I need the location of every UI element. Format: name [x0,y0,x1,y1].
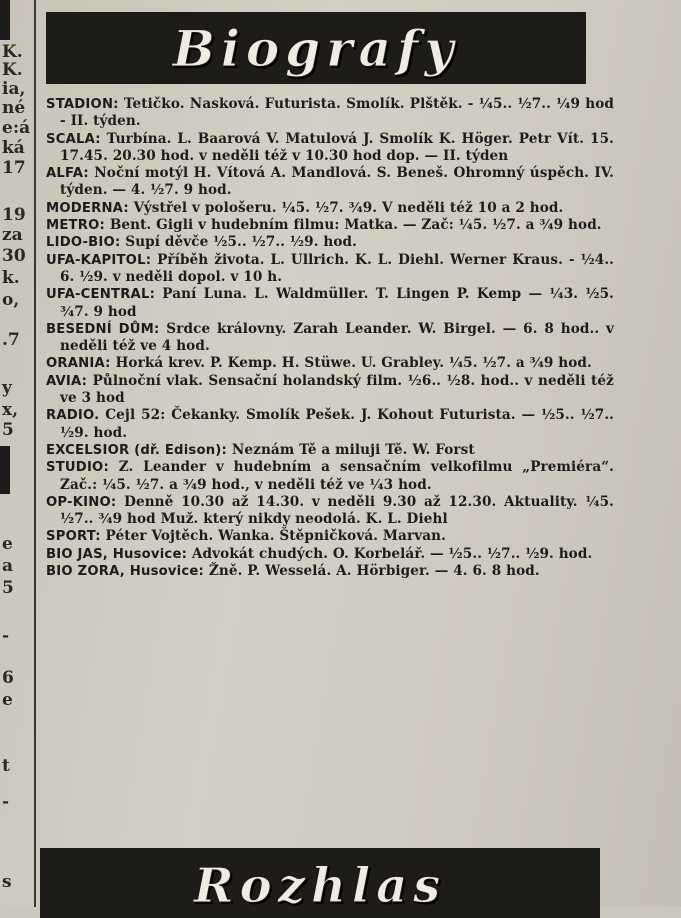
listing-text: Půlnoční vlak. Sensační holandský film. ½6.. ½8. hod.. v neděli též ve 3 hod [60,372,614,407]
listing-text: Tetičko. Nasková. Futurista. Smolík. Plštěk. - ¼5.. ½7.. ¼9 hod - II. týden. [60,96,614,130]
listing-entry [46,528,614,545]
listing-entry [46,355,614,372]
left-fragment: 6 [2,668,14,688]
section-header-banner [46,12,586,84]
listing-entry [46,442,614,459]
listing-text: Paní Luna. L. Waldmüller. T. Lingen P. Kemp — ¼3. ½5. ¾7. 9 hod [60,286,614,320]
listing-entry [46,459,614,494]
listing-text: Srdce královny. Zarah Leander. W. Birgel. — 6. 8 hod.. v neděli též ve 4 hod. [60,320,614,355]
left-fragment: t [2,756,10,776]
listing-entry [46,407,614,442]
cinema-name: RADIO. [46,408,100,424]
listing-entry [46,546,614,563]
listing-entry [46,321,614,356]
listing-entry [46,200,614,217]
cinema-name: BIO JAS, Husovice: [46,546,188,562]
left-fragment: s [2,872,12,892]
listing-text: Noční motýl H. Vítová A. Mandlová. S. Beneš. Ohromný úspěch. IV. týden. — 4. ½7. 9 hod. [60,165,614,199]
listing-text: Výstřel v pološeru. ¼5. ½7. ¾9. V neděli též 10 a 2 hod. [133,199,564,216]
left-fragment: 5 [2,420,14,440]
left-fragment: e:á [2,118,31,138]
listing-text: Advokát chudých. O. Korbelář. — ½5.. ½7.. ½9. hod. [191,545,593,562]
cinema-name: UFA-CENTRAL: [46,287,156,303]
left-fragment: - [2,792,10,812]
listing-entry [46,373,614,408]
adjacent-column-bar [0,446,10,494]
cinema-name: ORANIA: [46,356,111,372]
cinema-name: LIDO-BIO: [46,235,121,251]
cinema-name: BESEDNÍ DŮM: [46,321,160,337]
listing-text: Denně 10.30 až 14.30. v neděli 9.30 až 12.30. Aktuality. ¼5. ½7.. ¾9 hod Muž. který nikdy neodolá. K. L. Diehl [60,493,614,528]
listing-entry [46,563,614,580]
left-fragment: y [2,378,12,398]
adjacent-column-bar [0,0,10,40]
cinema-name: UFA-KAPITOL: [46,252,152,268]
listing-text: Příběh života. L. Ullrich. K. L. Diehl. Werner Kraus. - ½4.. 6. ½9. v neděli dopol. v 10 h. [60,251,614,285]
left-fragment: né [2,98,26,118]
left-fragment: e [2,534,13,554]
cinema-name: OP-KINO: [46,494,117,510]
left-fragment: K. [2,42,23,62]
next-section-title: Rozhlas [193,858,447,914]
left-fragment: e [2,690,13,710]
listing-entry [46,96,614,131]
listing-entry [46,217,614,234]
listing-entry [46,165,614,200]
cinema-name: METRO: [46,218,105,234]
left-fragment: - [2,626,10,646]
cinema-name: BIO ZORA, Husovice: [46,564,205,580]
listing-text: Cejl 52: Čekanky. Smolík Pešek. J. Kohout Futurista. — ½5.. ½7.. ½9. hod. [60,407,614,441]
listing-entry [46,234,614,251]
left-fragment: .7 [2,330,20,350]
cinema-name: SCALA: [46,131,101,147]
left-fragment: 5 [2,578,14,598]
cinema-name: STUDIO: [46,460,109,476]
listing-text: Žně. P. Wesselá. A. Hörbiger. — 4. 6. 8 hod. [208,563,540,580]
left-fragment: 17 [2,158,26,178]
listing-text: Péter Vojtěch. Wanka. Štěpničková. Marvan. [105,528,446,545]
cinema-name: SPORT: [46,529,101,545]
listing-entry [46,252,614,287]
listing-text: Z. Leander v hudebním a sensačním velkofilmu „Premiéra“. Zač.: ¼5. ½7. a ¾9 hod., v neděli též ve ¼3 hod. [60,459,614,493]
left-fragment: za [2,225,23,245]
left-fragment: ia, [2,79,26,99]
left-fragment: 19 [2,205,26,225]
left-fragment: ká [2,138,25,158]
listing-text: Turbína. L. Baarová V. Matulová J. Smolík K. Höger. Petr Vít. 15. 17.45. 20.30 hod. v neděli též v 10.30 hod dop. — II. týden [60,130,614,164]
cinema-name: MODERNA: [46,200,129,216]
cinema-name: EXCELSIOR (dř. Edison): [46,442,228,458]
cinema-name: AVIA: [46,373,88,389]
adjacent-column-fragment [0,0,36,907]
cinema-name: ALFA: [46,166,89,182]
cinema-listings [46,96,614,580]
listing-entry [46,494,614,529]
listing-entry [46,286,614,321]
left-fragment: 30 [2,246,26,266]
left-fragment: o, [2,290,20,310]
cinema-name: STADION: [46,97,119,112]
listing-text: Bent. Gigli v hudebním filmu: Matka. — Zač: ¼5. ½7. a ¾9 hod. [109,217,602,234]
left-fragment: a [2,556,14,576]
next-section-banner [40,848,600,918]
left-fragment: x, [2,400,19,420]
listing-entry [46,131,614,166]
listing-text: Neznám Tě a miluji Tě. W. Forst [231,441,475,458]
left-fragment: K. [2,60,23,80]
listing-text: Horká krev. P. Kemp. H. Stüwe. U. Grabley. ¼5. ½7. a ¾9 hod. [115,355,592,372]
left-fragment: k. [2,268,20,288]
listing-text: Supí děvče ½5.. ½7.. ½9. hod. [125,234,357,251]
section-title: Biografy [172,18,460,78]
